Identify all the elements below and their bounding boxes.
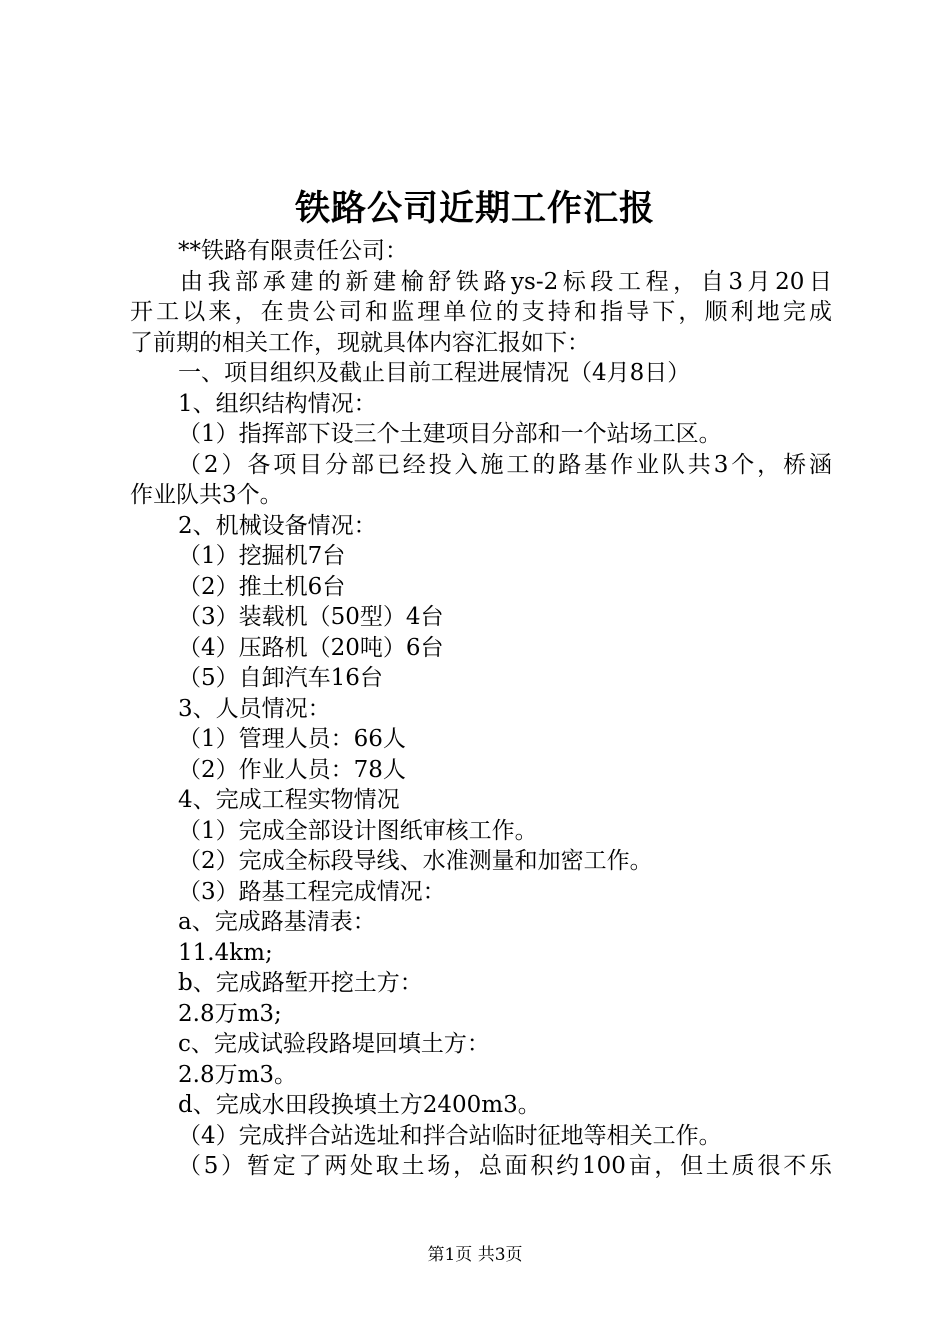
- list-item-value: 2.8万m3。: [178, 1061, 298, 1088]
- salutation: **铁路有限责任公司：: [178, 238, 408, 264]
- paragraph-line: 开工以来，在贵公司和监理单位的支持和指导下，顺利地完成: [130, 299, 832, 325]
- list-item: b、完成路堑开挖土方：: [178, 970, 423, 996]
- list-item: （3）装载机（50型）4台: [178, 604, 444, 630]
- list-item: （5）自卸汽车16台: [178, 665, 383, 691]
- list-item: （2）各项目分部已经投入施工的路基作业队共3个，桥涵: [178, 451, 832, 478]
- subsection-heading: 3、人员情况：: [178, 695, 331, 722]
- list-item: （1）完成全部设计图纸审核工作。: [178, 817, 538, 844]
- list-item: （5）暂定了两处取土场，总面积约100亩，但土质很不乐: [178, 1153, 832, 1179]
- subsection-heading: 4、完成工程实物情况: [178, 787, 400, 813]
- subsection-heading: 1、组织结构情况：: [178, 390, 377, 417]
- list-item: （1）指挥部下设三个土建项目分部和一个站场工区。: [178, 421, 722, 447]
- document-body: [130, 236, 832, 1182]
- document-title: 铁路公司近期工作汇报: [294, 188, 655, 229]
- list-item-value: 2.8万m3;: [178, 1000, 282, 1027]
- list-item: （2）作业人员：78人: [178, 756, 406, 783]
- paragraph-line: 了前期的相关工作，现就具体内容汇报如下：: [130, 329, 590, 356]
- list-item: （2）推土机6台: [178, 573, 346, 600]
- list-item: d、完成水田段换填土方2400m3。: [178, 1092, 541, 1118]
- list-item-value: 11.4km;: [178, 939, 273, 966]
- list-item: a、完成路基清表：: [178, 909, 376, 935]
- list-item: （2）完成全标段导线、水准测量和加密工作。: [178, 848, 653, 874]
- list-item: 作业队共3个。: [130, 482, 283, 508]
- list-item: （4）压路机（20吨）6台: [178, 634, 444, 661]
- list-item: （1）挖掘机7台: [178, 543, 346, 569]
- subsection-heading: 2、机械设备情况：: [178, 512, 377, 539]
- list-item: （1）管理人员：66人: [178, 726, 406, 752]
- section-heading: 一、项目组织及截止目前工程进展情况（4月8日）: [178, 360, 691, 386]
- page-footer: 第1页 共3页: [427, 1245, 523, 1265]
- list-item: （3）路基工程完成情况：: [178, 878, 446, 905]
- list-item: （4）完成拌合站选址和拌合站临时征地等相关工作。: [178, 1122, 722, 1149]
- paragraph-line: 由我部承建的新建榆舒铁路ys-2标段工程，自3月20日: [180, 268, 832, 295]
- list-item: c、完成试验段路堤回填土方：: [178, 1031, 490, 1057]
